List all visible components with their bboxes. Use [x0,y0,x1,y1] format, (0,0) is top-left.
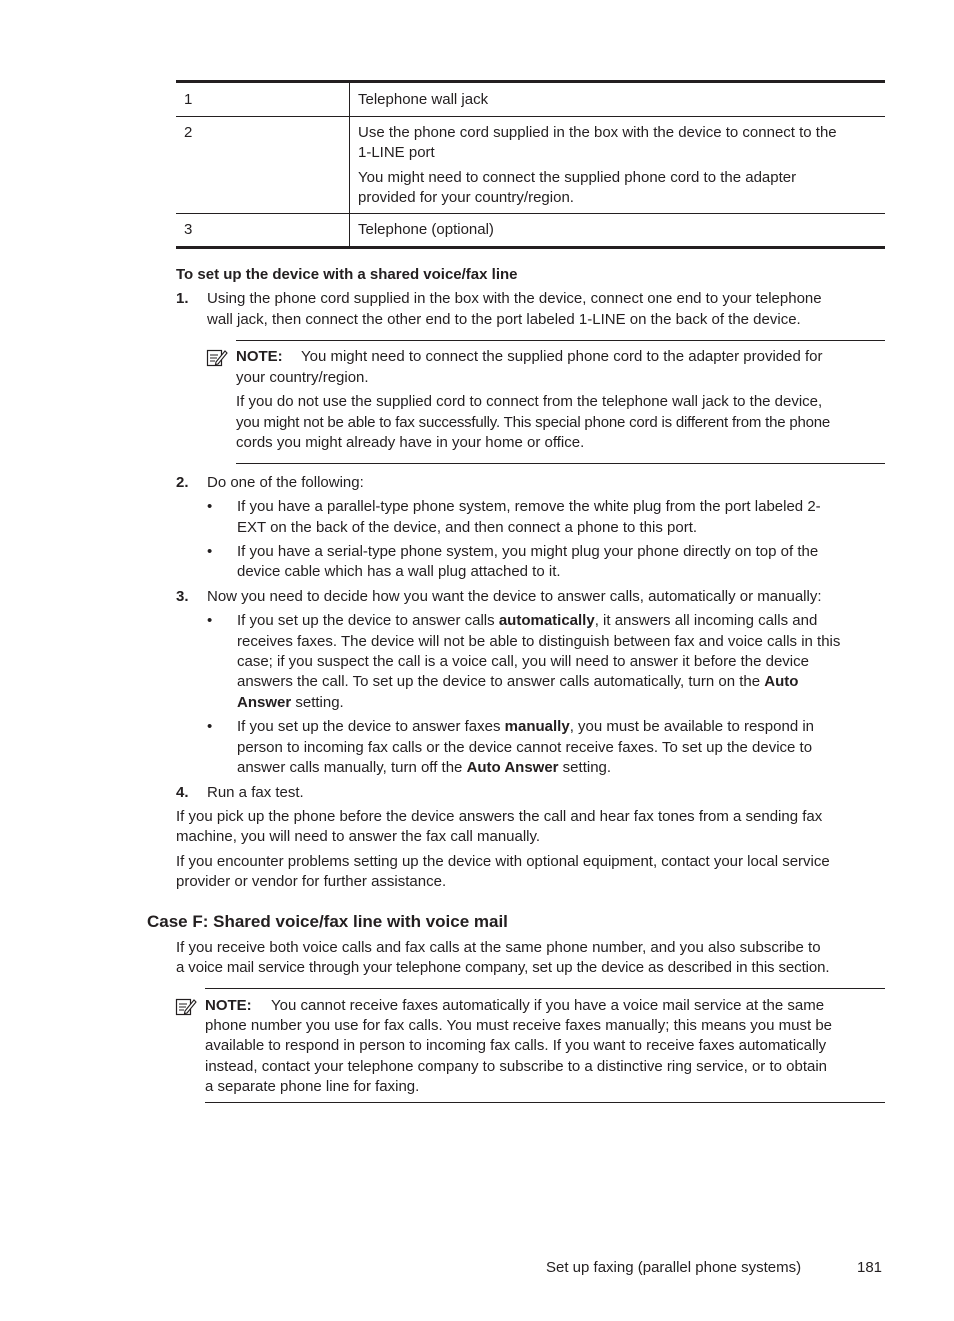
table-row-description: Use the phone cord supplied in the box with the device to connect to the [358,124,837,141]
table-row-description: Telephone (optional) [358,221,494,238]
note-text: your country/region. [236,369,369,386]
footer-section-title: Set up faxing (parallel phone systems) [546,1259,802,1276]
bullet-text: case; if you suspect the call is a voice call, you will need to answer it before the device [237,653,809,670]
note-bottom-rule [205,1102,885,1103]
bullet-text-segment: answer calls manually, turn off the [237,759,467,776]
table-bottom-rule [176,246,885,249]
step-text: Do one of the following: [207,474,364,491]
note-label: NOTE: [236,348,283,365]
note-text: You cannot receive faxes automatically if you have a voice mail service at the same [271,997,825,1014]
note-bottom-rule [236,463,885,464]
table-row-rule [176,213,885,214]
table-row-description: Telephone wall jack [358,91,489,108]
emphasis-answer: Answer [237,694,292,711]
bullet-text [237,611,817,632]
bullet-text: person to incoming fax calls or the device cannot receive faxes. To set up the device to [237,739,813,756]
step-text: wall jack, then connect the other end to the port labeled 1-LINE on the back of the device. [207,311,801,328]
table-row-number: 2 [184,124,193,141]
bullet-text: EXT on the back of the device, and then connect a phone to this port. [237,519,698,536]
table-row-number: 3 [184,221,193,238]
bullet-text-segment: If you set up the device to answer calls [237,612,499,629]
table-column-divider [349,83,350,247]
emphasis-auto: Auto [764,673,799,690]
note-icon [206,347,228,367]
bullet-text: If you have a serial-type phone system, you might plug your phone directly on top of the [237,543,819,560]
body-paragraph: If you pick up the phone before the device answers the call and hear fax tones from a sending fax [176,808,823,825]
bullet-glyph: • [207,498,213,515]
note-icon [175,996,197,1016]
note-label: NOTE: [205,997,252,1014]
section-heading: Case F: Shared voice/fax line with voice mail [147,912,508,931]
note-text: cords you might already have in your home or office. [236,434,585,451]
note-text: available to respond in person to incoming fax calls. If you want to receive faxes automatically [205,1037,827,1054]
bullet-text-segment: , it answers all incoming calls and [594,612,818,629]
step-number: 3. [176,588,189,605]
note-top-rule [205,988,885,989]
bullet-text: receives faxes. The device will not be able to distinguish between fax and voice calls in this [237,633,841,650]
step-number: 1. [176,290,189,307]
step-text: Run a fax test. [207,784,304,801]
bullet-text: device cable which has a wall plug attached to it. [237,563,561,580]
bullet-text-segment: setting. [291,694,344,711]
note-text: you might not be able to fax successfully. This special phone cord is different from the phone [236,414,831,431]
procedure-heading: To set up the device with a shared voice/fax line [176,266,518,283]
note-text: phone number you use for fax calls. You must receive faxes manually; this means you must be [205,1017,832,1034]
table-row-rule [176,116,885,117]
bullet-text [237,717,814,738]
note-text: You might need to connect the supplied phone cord to the adapter provided for [301,348,823,365]
bullet-text [237,758,611,779]
emphasis-auto-answer: Auto Answer [466,759,559,776]
step-number: 4. [176,784,189,801]
bullet-text-segment: , you must be available to respond in [569,718,815,735]
step-text: Now you need to decide how you want the device to answer calls, automatically or manually: [207,588,822,605]
emphasis-automatically: automatically [498,612,595,629]
step-text: Using the phone cord supplied in the box with the device, connect one end to your telephone [207,290,822,307]
bullet-glyph: • [207,543,213,560]
page-number: 181 [857,1259,883,1276]
step-number: 2. [176,474,189,491]
bullet-text-segment: If you set up the device to answer faxes [237,718,505,735]
table-row-note: You might need to connect the supplied phone cord to the adapter [358,169,797,186]
table-row-number: 1 [184,91,193,108]
table-row-note: provided for your country/region. [358,189,574,206]
note-text: a separate phone line for faxing. [205,1078,420,1095]
body-paragraph: provider or vendor for further assistance. [176,873,447,890]
body-paragraph: machine, you will need to answer the fax call manually. [176,828,541,845]
note-text: instead, contact your telephone company to subscribe to a distinctive ring service, or to obtain [205,1058,828,1075]
bullet-text [237,672,798,693]
table-row-description: 1-LINE port [358,144,435,161]
table-top-rule [176,80,885,83]
emphasis-manually: manually [504,718,570,735]
bullet-text [237,693,344,714]
body-paragraph: a voice mail service through your telephone company, set up the device as described in this section. [176,959,830,976]
note-text: If you do not use the supplied cord to connect from the telephone wall jack to the device, [236,393,823,410]
body-paragraph: If you receive both voice calls and fax calls at the same phone number, and you also subscribe to [176,939,821,956]
bullet-glyph: • [207,612,213,629]
bullet-text-segment: setting. [558,759,612,776]
bullet-text: If you have a parallel-type phone system, remove the white plug from the port labeled 2- [237,498,821,515]
body-paragraph: If you encounter problems setting up the device with optional equipment, contact your local service [176,853,830,870]
note-top-rule [236,340,885,341]
bullet-text-segment: answers the call. To set up the device to answer calls automatically, turn on the [237,673,765,690]
bullet-glyph: • [207,718,213,735]
